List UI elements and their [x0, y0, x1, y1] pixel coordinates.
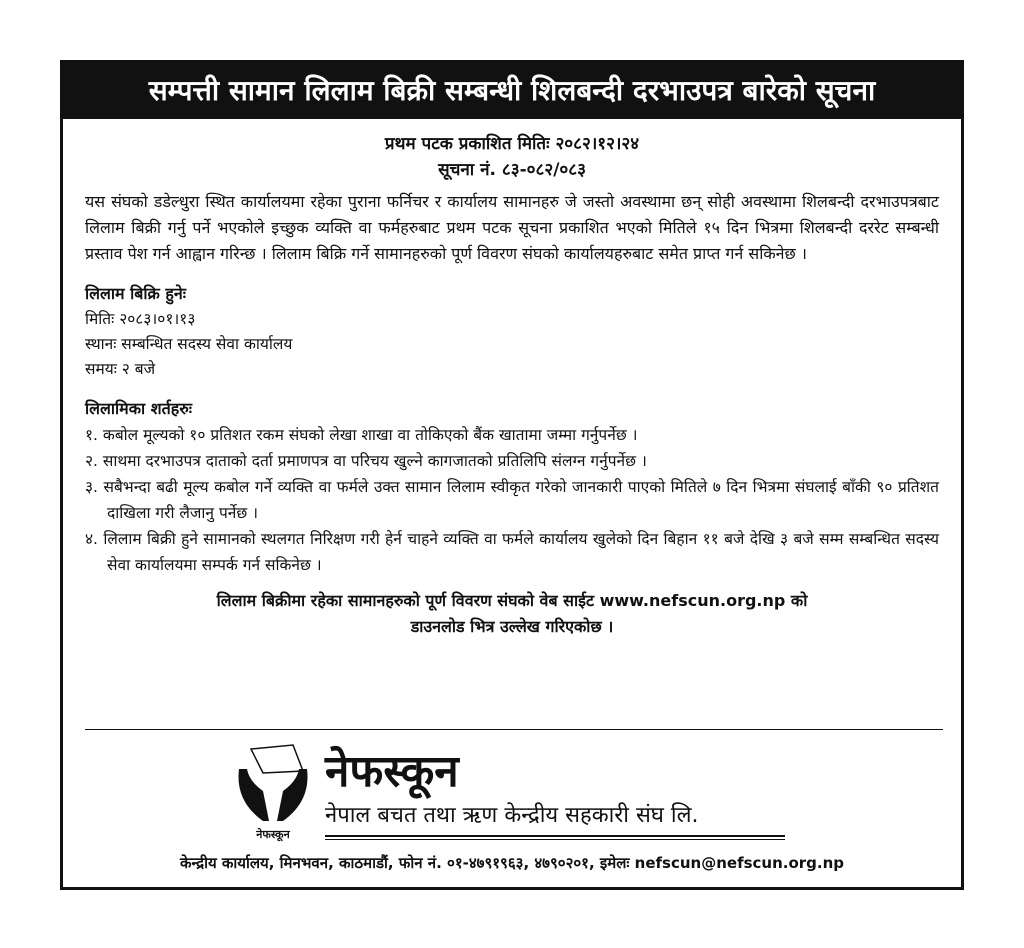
condition-item: ४. लिलाम बिक्री हुने सामानको स्थलगत निरिक्षण गरी हेर्न चाहने व्यक्ति वा फर्मले कार्यालय खुलेको दिन बिहान ११ बजे देखि ३ बजे सम्म सम्बन्धित सदस्य सेवा कार्यालयमा सम्पर्क गर्न सकिनेछ ।: [85, 530, 939, 574]
hands-map-icon: [233, 741, 313, 823]
intro-paragraph: यस संघको डडेल्धुरा स्थित कार्यालयमा रहेका पुराना फर्निचर र कार्यालय सामानहरु जे जस्तो अवस्थामा छन् सोही अवस्थामा शिलबन्दी दरभाउपत्रबाट लिलाम बिक्री गर्नु पर्ने भएकोले इच्छुक व्यक्ति वा फर्महरुबाट प्रथम पटक सूचना प्रकाशित भएको मितिले १५ दिन भित्रमा शिलबन्दी दररेट सम्बन्धी प्रस्ताव पेश गर्न आह्वान गरिन्छ । लिलाम बिक्रि गर्ने सामानहरुको पूर्ण विवरण संघको कार्यालयहरुबाट समेत प्राप्त गर्न सकिनेछ ।: [85, 192, 939, 263]
notice-frame: [60, 60, 964, 890]
condition-item: १. कबोल मूल्यको १० प्रतिशत रकम संघको लेखा शाखा वा तोकिएको बैंक खातामा जम्मा गर्नुपर्नेछ ।: [85, 426, 638, 444]
auction-time: समयः २ बजे: [85, 360, 156, 378]
org-full-name: नेपाल बचत तथा ऋण केन्द्रीय सहकारी संघ लि.: [325, 803, 699, 828]
notice-title: सम्पत्ती सामान लिलाम बिक्री सम्बन्धी शिलबन्दी दरभाउपत्र बारेको सूचना: [63, 63, 961, 119]
auction-date: मितिः २०८३।०१।१३: [85, 310, 196, 328]
footer-note-1: लिलाम बिक्रीमा रहेका सामानहरुको पूर्ण विवरण संघको वेब साईट www.nefscun.org.np को: [216, 591, 808, 610]
auction-heading: लिलाम बिक्रि हुनेः: [85, 284, 187, 303]
published-date: प्रथम पटक प्रकाशित मितिः २०८२।१२।२४: [384, 134, 640, 154]
footer-note-2: डाउनलोड भित्र उल्लेख गरिएकोछ ।: [410, 617, 614, 636]
logo-caption: नेफस्कून: [256, 828, 290, 841]
nefscun-logo: [233, 741, 313, 841]
org-brand: नेफस्कून: [325, 746, 459, 797]
condition-item: ३. सबैभन्दा बढी मूल्य कबोल गर्ने व्यक्ति वा फर्मले उक्त सामान लिलाम स्वीकृत गरेको जानकारी पाएको मितिले ७ दिन भित्रमा संघलाई बाँकी ९० प्रतिशत दाखिला गरी लैजानु पर्नेछ ।: [85, 478, 939, 522]
double-rule: [325, 835, 785, 840]
org-address: केन्द्रीय कार्यालय, मिनभवन, काठमाडौं, फोन नं. ०१-४७९१९६३, ४७९०२०१, इमेलः nefscun@nefscun.org.np: [179, 854, 845, 872]
divider: [85, 729, 943, 730]
conditions-heading: लिलामिका शर्तहरुः: [85, 399, 192, 418]
notice-number: सूचना नं. ८३-०८२/०८३: [438, 160, 586, 180]
auction-place: स्थानः सम्बन्धित सदस्य सेवा कार्यालय: [85, 335, 293, 353]
condition-item: २. साथमा दरभाउपत्र दाताको दर्ता प्रमाणपत्र वा परिचय खुल्ने कागजातको प्रतिलिपि संलग्न गर्नुपर्नेछ ।: [85, 452, 647, 470]
